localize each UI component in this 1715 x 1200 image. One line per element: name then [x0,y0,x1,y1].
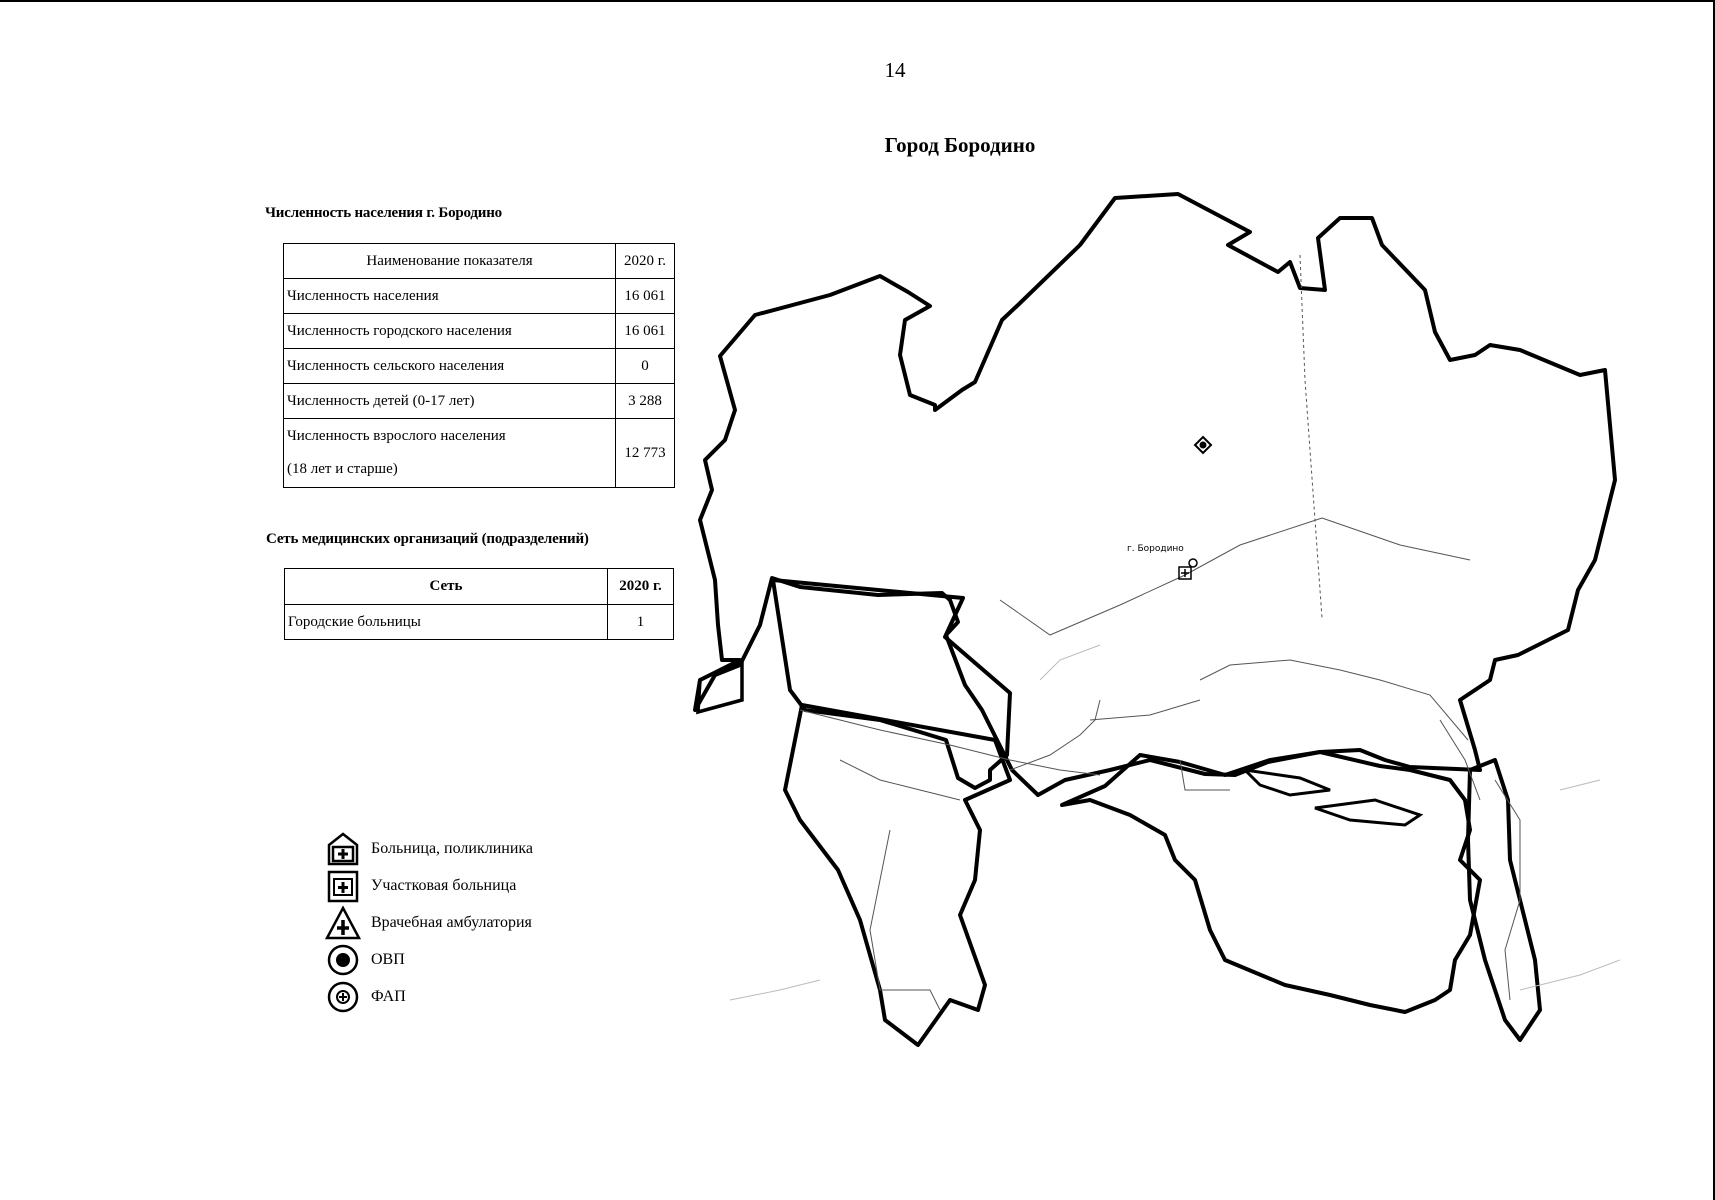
table-row [284,349,675,384]
column-header-year: 2020 г. [608,569,674,605]
island-boundary [1315,800,1420,825]
south-lobe-boundary [785,705,1010,1045]
city-map [690,180,1620,1080]
table-header-row [284,244,675,279]
row-value: 0 [616,349,675,384]
medical-outpatient-clinic-icon [325,905,361,941]
legend-item [325,867,533,904]
row-label: Численность населения [284,279,616,314]
row-value: 3 288 [616,384,675,419]
table-row [285,605,674,640]
map-thin-lines [800,255,1520,1010]
legend-label: Больница, поликлиника [371,839,534,857]
legend-item [325,830,533,867]
table-row [284,279,675,314]
legend-item [325,941,533,978]
table-row [284,419,675,488]
population-heading: Численность населения г. Бородино [265,205,502,221]
table-row [284,314,675,349]
network-heading: Сеть медицинских организаций (подразделений) [266,531,589,547]
row-label: Численность детей (0-17 лет) [284,384,616,419]
gp-office-marker [1195,437,1211,453]
map-faint-lines [730,645,1620,1000]
southeast-lobe-boundary [1062,752,1480,1012]
gp-office-icon [325,942,361,978]
map-place-label: г. Бородино [1127,544,1184,554]
legend-item [325,978,533,1015]
hospital-polyclinic-icon [325,831,361,867]
table-row [284,384,675,419]
row-value: 12 773 [616,419,675,488]
map-legend [325,830,533,1015]
west-region-boundary [773,580,1010,788]
east-strip-boundary [1468,760,1540,1040]
legend-item [325,904,533,941]
table-header-row [285,569,674,605]
legend-label: ФАП [371,987,406,1005]
city-boundary [695,194,1615,795]
row-label-line2: (18 лет и старше) [287,461,398,477]
district-hospital-icon [325,868,361,904]
row-value: 16 061 [616,279,675,314]
network-table [284,568,674,640]
column-header-indicator: Наименование показателя [284,244,616,279]
column-header-network: Сеть [285,569,608,605]
page-number: 14 [884,58,906,82]
feldsher-station-icon [325,979,361,1015]
row-label: Городские больницы [285,605,608,640]
map-title: Город Бородино [884,133,1036,157]
legend-label: Участковая больница [371,876,517,894]
row-label-line1: Численность взрослого населения [287,428,506,444]
row-value: 16 061 [616,314,675,349]
row-value: 1 [608,605,674,640]
column-header-year: 2020 г. [616,244,675,279]
island-boundary [1245,770,1330,795]
page-border-top [0,0,1715,2]
legend-label: Врачебная амбулатория [371,913,532,931]
population-table [283,243,675,488]
row-label [284,419,616,488]
legend-label: ОВП [371,950,405,968]
row-label: Численность сельского населения [284,349,616,384]
row-label: Численность городского населения [284,314,616,349]
